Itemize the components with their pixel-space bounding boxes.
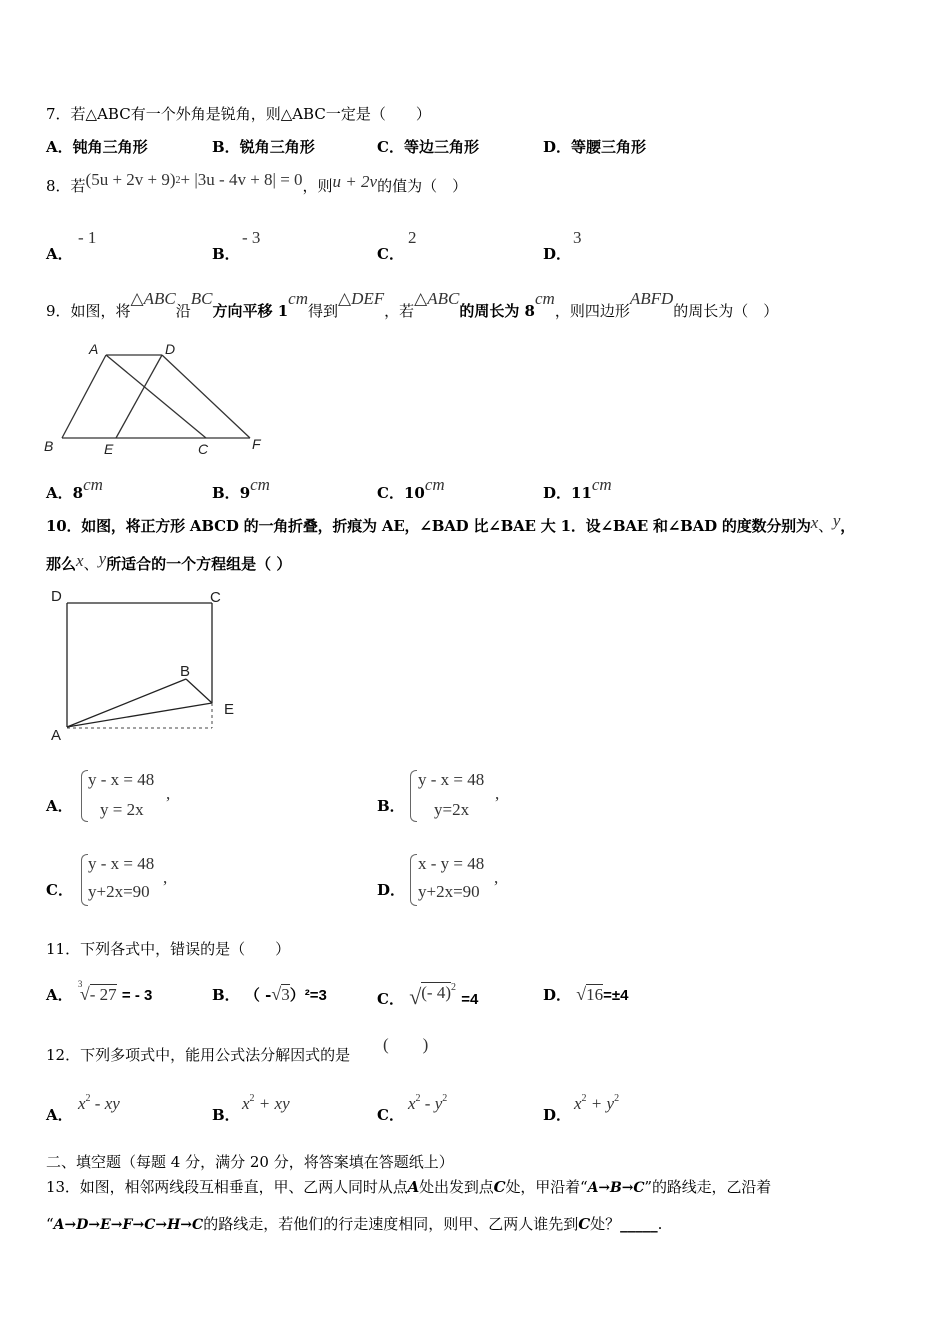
expr-exp: 2 <box>85 1093 91 1104</box>
label-d: D <box>165 341 176 357</box>
expr-rest: - y <box>424 1094 443 1113</box>
label-c: C <box>210 589 221 606</box>
q10-option-a-tail: , <box>166 784 171 803</box>
q10-figure <box>46 585 246 745</box>
route-yi: A→D→E→F→C→H→C <box>53 1217 204 1233</box>
expr-exp: 2 <box>249 1093 255 1104</box>
q10-option-a-eq1: y - x = 48 <box>88 770 155 789</box>
q9-figure <box>40 338 270 460</box>
brace-icon <box>81 854 88 906</box>
q9-text: 的周长为 8 <box>459 302 535 320</box>
q9-tri2: △DEF <box>338 289 385 308</box>
q12-option-b-expr <box>242 1094 290 1114</box>
radical <box>77 979 117 1005</box>
var-x: x <box>76 551 84 570</box>
q9-text: 沿 <box>175 302 191 320</box>
q9-option-a[interactable] <box>46 475 103 502</box>
q8-option-c-value: 2 <box>408 228 417 247</box>
expr-base: x <box>408 1094 416 1113</box>
option-text: 钝角三角形 <box>72 138 148 156</box>
point-c: C <box>493 1178 506 1196</box>
q10-option-d-eq2: y+2x=90 <box>418 882 480 901</box>
expr-exp: 2 <box>442 1093 448 1104</box>
q10-line2b: 所适合的一个方程组是（ ） <box>106 555 292 573</box>
q12-option-c-expr <box>408 1094 447 1114</box>
expr-rest: + xy <box>258 1094 290 1113</box>
q8-stem <box>46 170 468 196</box>
q9-stem <box>46 288 778 318</box>
q8-option-d-letter[interactable]: D． <box>543 245 572 263</box>
q10-line2a: 那么 <box>46 555 77 573</box>
option-text: 锐角三角形 <box>239 138 315 156</box>
expr-base: x <box>242 1094 250 1113</box>
q9-text: 得到 <box>307 302 338 320</box>
radical-sign-icon: √ <box>79 984 90 1004</box>
q11-option-c[interactable] <box>377 984 478 1010</box>
option-text: 等腰三角形 <box>571 138 647 156</box>
q10-option-c-eq1: y - x = 48 <box>88 854 155 873</box>
q12-option-a-expr <box>78 1094 120 1114</box>
q10-option-a-letter[interactable]: A． <box>46 797 73 815</box>
q8-option-a-letter[interactable]: A． <box>46 245 73 263</box>
q8-expr2: + |3u - 4v + 8| = 0 <box>180 170 303 189</box>
var-y: y <box>98 549 107 568</box>
q13-text: “ <box>46 1215 54 1233</box>
expr-rest: - xy <box>94 1094 120 1113</box>
option-value: 8 <box>72 484 84 502</box>
label-f: F <box>252 436 261 452</box>
option-letter: D． <box>543 138 572 156</box>
option-unit: cm <box>591 475 612 494</box>
option-letter: A． <box>46 138 73 156</box>
q10-option-c-letter[interactable]: C． <box>46 881 73 899</box>
q12-option-d-expr <box>574 1094 619 1114</box>
q9-seg: BC <box>190 289 213 308</box>
q8-target: u + 2v <box>332 172 378 191</box>
radical-index: 3 <box>77 979 83 989</box>
q10-option-c-tail: , <box>163 868 168 887</box>
q12-option-b-letter[interactable]: B． <box>212 1106 240 1124</box>
q9-option-c[interactable] <box>377 475 445 502</box>
q8-option-a-value: - 1 <box>78 228 97 247</box>
q9-text: 方向平移 1 <box>212 302 289 320</box>
radical-sign-icon: √ <box>576 984 587 1004</box>
expr-base: x <box>574 1094 582 1113</box>
brace-icon <box>410 854 417 906</box>
q7-option-b[interactable] <box>212 136 315 157</box>
option-rest: =±4 <box>603 987 629 1004</box>
option-letter: C． <box>377 138 404 156</box>
radicand: - 27 <box>89 985 117 1004</box>
option-value: 11 <box>571 484 592 502</box>
q9-tri3: △ABC <box>414 289 460 308</box>
option-letter: A． <box>46 484 73 502</box>
q11-option-d[interactable] <box>543 984 628 1005</box>
section-title: 二、填空题（每题 4 分，满分 20 分，将答案填在答题纸上） <box>46 1153 454 1171</box>
q8-option-b-letter[interactable]: B． <box>212 245 240 263</box>
option-value: 9 <box>239 484 251 502</box>
option-letter: B． <box>212 484 240 502</box>
q13-line1 <box>46 1176 771 1197</box>
q13-text: . <box>657 1215 663 1233</box>
label-b: B <box>180 663 191 680</box>
q11-option-b[interactable] <box>212 984 327 1005</box>
q9-text: ，若 <box>384 302 415 320</box>
label-a: A <box>51 727 62 744</box>
q7-option-d[interactable] <box>543 136 646 157</box>
q9-unit: cm <box>288 289 308 308</box>
label-a: A <box>89 341 99 357</box>
q12-option-d-letter[interactable]: D． <box>543 1106 572 1124</box>
option-letter: D． <box>543 986 572 1004</box>
q8-exp: 2 <box>175 175 181 186</box>
q11-stem: 11．下列各式中，错误的是（ ） <box>46 940 291 958</box>
q13-text: 处？ <box>590 1215 621 1233</box>
q10-option-b-letter[interactable]: B． <box>377 797 405 815</box>
q13-text: 13．如图，相邻两线段互相垂直，甲、乙两人同时从点 <box>46 1178 408 1196</box>
q8-mid: ，则 <box>302 177 333 195</box>
expr-exp: 2 <box>614 1093 620 1104</box>
option-text: 等边三角形 <box>403 138 479 156</box>
option-unit: cm <box>83 475 103 494</box>
q10-line1-text: 10．如图，将正方形 ABCD 的一角折叠，折痕为 AE，∠BAD 比∠BAE 大 1．设∠BAE 和∠BAD 的度数分别为 <box>46 517 811 535</box>
q10-option-d-tail: , <box>494 868 499 887</box>
q7-option-a[interactable] <box>46 136 148 157</box>
point-c: C <box>578 1215 591 1233</box>
option-value: 10 <box>403 484 425 502</box>
q12-paren: ( ) <box>383 1035 429 1054</box>
brace-icon <box>81 770 88 822</box>
q9-unit: cm <box>535 289 555 308</box>
q9-option-b[interactable] <box>212 475 270 502</box>
q10-line1 <box>46 511 856 536</box>
var-y: y <box>832 511 841 530</box>
option-letter: B． <box>212 138 240 156</box>
q9-text: 9．如图，将 <box>46 302 131 320</box>
separator: 、 <box>83 555 99 573</box>
expr-base: x <box>78 1094 86 1113</box>
brace-icon <box>410 770 417 822</box>
option-letter: B． <box>212 986 240 1004</box>
q12-option-a-letter[interactable]: A． <box>46 1106 73 1124</box>
option-rest: =4 <box>461 991 479 1008</box>
option-unit: cm <box>250 475 270 494</box>
q8-expr1: (5u + 2v + 9) <box>85 170 176 189</box>
q12-stem: 12．下列多项式中，能用公式法分解因式的是 <box>46 1046 351 1064</box>
point-a: A <box>407 1178 420 1196</box>
q8-option-d-value: 3 <box>573 228 582 247</box>
option-pre: （ - <box>244 986 272 1004</box>
q9-quad: ABFD <box>629 289 674 308</box>
q8-option-b-value: - 3 <box>242 228 261 247</box>
q9-tri1: △ABC <box>130 289 176 308</box>
q10-option-c-eq2: y+2x=90 <box>88 882 150 901</box>
q11-option-a[interactable] <box>46 979 153 1005</box>
q13-line2 <box>46 1213 662 1234</box>
q9-text: ，则四边形 <box>554 302 630 320</box>
q13-text: 的路线走，若他们的行走速度相同，则甲、乙两人谁先到 <box>203 1215 579 1233</box>
comma: ， <box>840 517 856 535</box>
label-b: B <box>44 438 54 454</box>
expr-rest: + y <box>590 1094 615 1113</box>
q10-option-d-letter[interactable]: D． <box>377 881 406 899</box>
q9-text: 的周长为（ ） <box>673 302 779 320</box>
q10-option-b-eq1: y - x = 48 <box>418 770 485 789</box>
label-e: E <box>224 701 235 718</box>
label-e: E <box>104 441 114 457</box>
q7-option-c[interactable] <box>377 136 479 157</box>
radicand: (- 4) <box>421 983 451 1002</box>
option-rest: = - 3 <box>121 987 153 1004</box>
var-x: x <box>810 513 819 532</box>
q10-line2 <box>46 549 292 574</box>
option-letter: C． <box>377 990 404 1008</box>
q10-option-a-eq2: y = 2x <box>100 800 144 819</box>
label-c: C <box>198 441 209 457</box>
option-letter: A． <box>46 986 73 1004</box>
q12-option-c-letter[interactable]: C． <box>377 1106 404 1124</box>
radical-sign-icon: √ <box>409 984 422 1009</box>
separator: 、 <box>818 517 833 535</box>
q13-text: 处出发到点 <box>419 1178 494 1196</box>
route-jia: A→B→C <box>587 1180 645 1196</box>
expr-exp: 2 <box>415 1093 421 1104</box>
q9-option-d[interactable] <box>543 475 612 502</box>
q10-option-d-eq1: x - y = 48 <box>418 854 485 873</box>
label-d: D <box>51 588 62 605</box>
q8-prefix: 8．若 <box>46 177 86 195</box>
radicand: 3 <box>281 985 290 1004</box>
radicand: 16 <box>586 985 604 1004</box>
option-letter: C． <box>377 484 404 502</box>
q8-suffix: 的值为（ ） <box>377 177 468 195</box>
option-rest: ）²=3 <box>289 987 327 1004</box>
radical-sign-icon: √ <box>271 984 282 1004</box>
option-unit: cm <box>424 475 445 494</box>
q8-option-c-letter[interactable]: C． <box>377 245 404 263</box>
q10-option-b-tail: , <box>495 784 500 803</box>
q7-stem: 7．若△ABC有一个外角是锐角，则△ABC一定是（ ） <box>46 105 431 123</box>
option-letter: D． <box>543 484 572 502</box>
expr-exp: 2 <box>581 1093 587 1104</box>
radicand-exp: 2 <box>451 982 456 993</box>
answer-blank[interactable]: _____ <box>620 1215 658 1233</box>
q13-text: 处，甲沿着“ <box>505 1178 588 1196</box>
q10-option-b-eq2: y=2x <box>434 800 470 819</box>
q13-text: ”的路线走，乙沿着 <box>644 1178 772 1196</box>
